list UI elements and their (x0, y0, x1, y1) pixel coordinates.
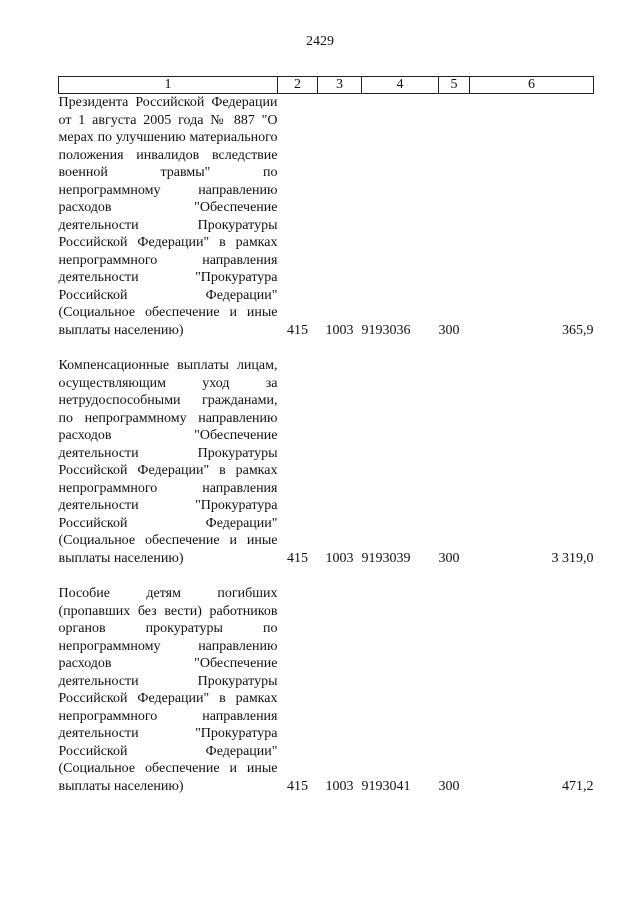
column-header-6: 6 (470, 77, 594, 94)
table-row (59, 94, 594, 340)
row-expense-type-code: 300 (438, 550, 460, 566)
row-expense-type-code: 300 (438, 322, 460, 338)
row-section-code: 1003 (325, 778, 354, 794)
row-section-code: 1003 (325, 322, 354, 338)
page-number: 2429 (306, 34, 334, 49)
row-description: Президента Российской Федерации от 1 августа 2005 года № 887 "О мерах по улучшению материального положения инвалидов вследствие военной травмы" по непрограммному направлению расходов "Обеспечение деятельности Прокуратуры Российской Федерации" в рамках непрограммного направления деятельности "Прокуратура Российской Федерации" (Социальное обеспечение и иные выплаты населению) (58, 95, 278, 338)
row-amount: 471,2 (562, 778, 594, 794)
column-header-4: 4 (362, 77, 439, 94)
row-spacer (59, 339, 594, 357)
budget-table (58, 76, 594, 795)
table-row (59, 357, 594, 567)
column-header-2: 2 (278, 77, 318, 94)
row-target-code: 9193041 (361, 778, 411, 794)
row-target-code: 9193036 (361, 322, 411, 338)
row-description: Пособие детям погибших (пропавших без вести) работников органов прокуратуры по непрограммному направлению расходов "Обеспечение деятельности Прокуратуры Российской Федерации" в рамках непрограммного направления деятельности "Прокуратура Российской Федерации" (Социальное обеспечение и иные выплаты населению) (58, 586, 278, 794)
table-row (59, 585, 594, 795)
row-ministry-code: 415 (287, 778, 308, 794)
row-ministry-code: 415 (287, 322, 308, 338)
row-description: Компенсационные выплаты лицам, осуществляющим уход за нетрудоспособными гражданами, по непрограммному направлению расходов "Обеспечение деятельности Прокуратуры Российской Федерации" в рамках непрограммного направления деятельности "Прокуратура Российской Федерации" (Социальное обеспечение и иные выплаты населению) (58, 358, 278, 566)
row-spacer (59, 567, 594, 585)
row-section-code: 1003 (325, 550, 354, 566)
row-amount: 365,9 (562, 322, 594, 338)
row-expense-type-code: 300 (438, 778, 460, 794)
column-header-5: 5 (439, 77, 470, 94)
table-header-row (59, 77, 594, 94)
column-header-1: 1 (59, 77, 278, 94)
row-ministry-code: 415 (287, 550, 308, 566)
row-target-code: 9193039 (361, 550, 411, 566)
column-header-3: 3 (318, 77, 362, 94)
row-amount: 3 319,0 (551, 550, 594, 566)
